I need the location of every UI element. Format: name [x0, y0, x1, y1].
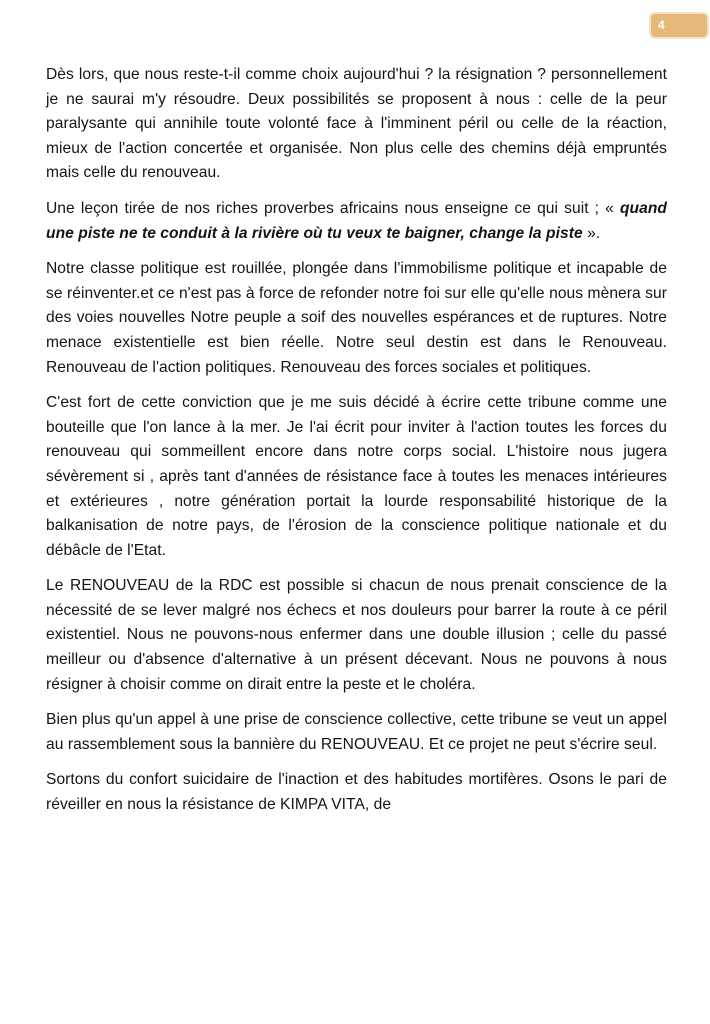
- paragraph-choice: Dès lors, que nous reste-t-il comme choix aujourd'hui ? la résignation ? personnellement je ne saurai m'y résoudre. Deux possibilités se proposent à nous : celle de la peur paralysante qui annihile toute volonté face à l'imminent péril ou celle de la réaction, mieux de l'action concertée et organisée. Non plus celle des chemins déjà empruntés mais celle du renouveau.: [46, 66, 667, 182]
- proverb-quote: quand une piste ne te conduit à la rivière où tu veux te baigner, change la piste: [46, 199, 667, 242]
- paragraph-proverb: [46, 197, 667, 246]
- document-body: [46, 63, 667, 829]
- proverb-intro: Une leçon tirée de nos riches proverbes africains nous enseigne ce qui suit ; «: [46, 199, 620, 217]
- proverb-close: ».: [582, 224, 601, 242]
- paragraph-call-to-action: Sortons du confort suicidaire de l'inaction et des habitudes mortifères. Osons le pari de réveiller en nous la résistance de KIMPA VITA, de: [46, 771, 667, 814]
- paragraph-conviction: C'est fort de cette conviction que je me suis décidé à écrire cette tribune comme une bouteille que l'on lance à la mer. Je l'ai écrit pour inviter à l'action toutes les forces du renouveau qui sommeillent encore dans notre corps social. L'histoire nous jugera sévèrement si , après tant d'années de résistance face à toutes les menaces intérieures et extérieures , notre génération portait la lourde responsabilité historique de la balkanisation de notre pays, de l'érosion de la conscience politique nationale et du débâcle de l'Etat.: [46, 394, 667, 559]
- page-number-badge: [651, 14, 707, 37]
- page-number: 4: [658, 18, 665, 32]
- paragraph-political-class: Notre classe politique est rouillée, plongée dans l'immobilisme politique et incapable de se réinventer.et ce n'est pas à force de refonder notre foi sur elle qu'elle nous mènera sur des voies nouvelles Notre peuple a soif des nouvelles espérances et de ruptures. Notre menace existentielle est bien réelle. Notre seul destin est dans le Renouveau. Renouveau de l'action politiques. Renouveau des forces sociales et politiques.: [46, 260, 667, 376]
- paragraph-renouveau-rdc: Le RENOUVEAU de la RDC est possible si chacun de nous prenait conscience de la nécessité de se lever malgré nos échecs et nos douleurs pour barrer la route à ce péril existentiel. Nous ne pouvons-nous enfermer dans une double illusion ; celle du passé meilleur ou d'absence d'alternative à un présent décevant. Nous ne pouvons à nous résigner à choisir comme on dirait entre la peste et le choléra.: [46, 577, 667, 693]
- paragraph-appeal: Bien plus qu'un appel à une prise de conscience collective, cette tribune se veut un appel au rassemblement sous la bannière du RENOUVEAU. Et ce projet ne peut s'écrire seul.: [46, 711, 667, 753]
